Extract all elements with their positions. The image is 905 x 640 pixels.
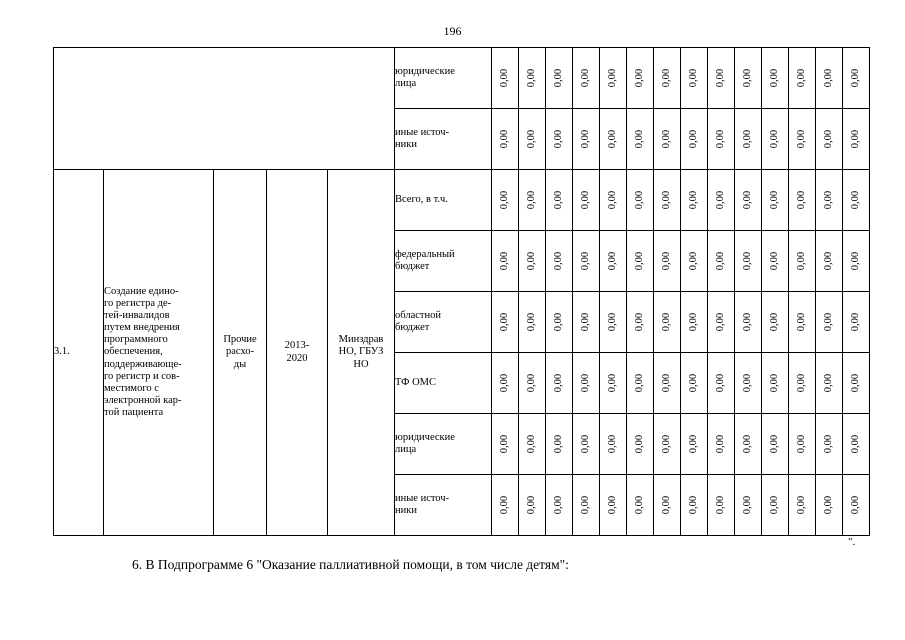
item-row-value-cell	[627, 292, 654, 353]
value-text: 0,00	[633, 190, 645, 210]
item-row-value-cell	[600, 292, 627, 353]
value-text: 0,00	[606, 434, 618, 454]
value-text: 0,00	[822, 495, 834, 515]
item-row-value-cell	[843, 170, 870, 231]
source-cell-line: лица	[395, 444, 417, 455]
source-cell	[395, 231, 492, 292]
item-row-value-cell	[492, 414, 519, 475]
value-text: 0,00	[525, 190, 537, 210]
item-row-value-cell	[816, 353, 843, 414]
source-cell-line: лица	[395, 78, 417, 89]
value-text: 0,00	[498, 495, 510, 515]
upper-row-value-cell	[816, 109, 843, 170]
item-description-line: обеспечения,	[104, 346, 163, 358]
source-cell	[395, 48, 492, 109]
upper-row-value-cell	[735, 109, 762, 170]
item-description-line: электронной кар-	[104, 394, 182, 406]
item-row-value-cell	[789, 353, 816, 414]
item-row-value-cell	[600, 414, 627, 475]
item-row-value-cell	[789, 292, 816, 353]
value-text: 0,00	[579, 312, 591, 332]
item-row-value-cell	[708, 231, 735, 292]
item-description-line: путем внедрения	[104, 322, 180, 334]
period-line: 2013-	[284, 340, 310, 352]
item-row-value-cell	[573, 231, 600, 292]
item-row-value-cell	[627, 231, 654, 292]
value-text: 0,00	[606, 190, 618, 210]
item-row-value-cell	[600, 475, 627, 536]
source-cell-line: бюджет	[395, 261, 430, 272]
item-row-value-cell	[681, 292, 708, 353]
value-text: 0,00	[525, 68, 537, 88]
item-row-value-cell	[519, 292, 546, 353]
source-cell-line: юридические	[395, 65, 455, 77]
value-text: 0,00	[579, 495, 591, 515]
upper-row-value-cell	[519, 109, 546, 170]
value-text: 0,00	[525, 495, 537, 515]
value-text: 0,00	[768, 190, 780, 210]
value-text: 0,00	[714, 373, 726, 393]
value-text: 0,00	[714, 434, 726, 454]
value-text: 0,00	[606, 68, 618, 88]
item-row-value-cell	[492, 353, 519, 414]
item-row-value-cell	[735, 475, 762, 536]
item-number: 3.1.	[54, 170, 104, 536]
item-row-value-cell	[816, 170, 843, 231]
expense-type-line: ды	[233, 358, 247, 370]
value-text: 0,00	[498, 312, 510, 332]
value-text: 0,00	[552, 434, 564, 454]
value-text: 0,00	[633, 373, 645, 393]
value-text: 0,00	[660, 312, 672, 332]
upper-row-value-cell	[600, 109, 627, 170]
item-description	[104, 170, 214, 536]
upper-row-value-cell	[654, 109, 681, 170]
item-row-value-cell	[654, 170, 681, 231]
value-text: 0,00	[579, 251, 591, 271]
executor-line: НО, ГБУЗ	[338, 346, 384, 358]
item-row-value-cell	[708, 414, 735, 475]
item-row-value-cell	[816, 475, 843, 536]
item-row-value-cell	[708, 353, 735, 414]
value-text: 0,00	[687, 68, 699, 88]
value-text: 0,00	[579, 68, 591, 88]
value-text: 0,00	[714, 312, 726, 332]
source-cell	[395, 170, 492, 231]
item-row-value-cell	[708, 292, 735, 353]
value-text: 0,00	[822, 129, 834, 149]
footer-paragraph: 6. В Подпрограмме 6 "Оказание паллиативной помощи, в том числе детям":	[132, 557, 569, 572]
value-text: 0,00	[633, 434, 645, 454]
value-text: 0,00	[795, 129, 807, 149]
source-cell-line: юридические	[395, 431, 455, 443]
value-text: 0,00	[552, 312, 564, 332]
value-text: 0,00	[498, 373, 510, 393]
upper-row-value-cell	[627, 109, 654, 170]
page-number: 196	[443, 24, 462, 38]
item-row-value-cell	[519, 353, 546, 414]
item-row-value-cell	[627, 414, 654, 475]
value-text: 0,00	[525, 312, 537, 332]
value-text: 0,00	[768, 312, 780, 332]
item-row-value-cell	[789, 231, 816, 292]
item-row-value-cell	[546, 353, 573, 414]
value-text: 0,00	[741, 434, 753, 454]
upper-row-value-cell	[816, 48, 843, 109]
item-row-value-cell	[735, 231, 762, 292]
upper-row-value-cell	[600, 48, 627, 109]
item-description-line: местимого с	[104, 382, 159, 394]
item-description-line: го регистра де-	[104, 298, 172, 310]
source-cell-line: Всего, в т.ч.	[395, 193, 448, 205]
value-text: 0,00	[552, 373, 564, 393]
value-text: 0,00	[741, 312, 753, 332]
item-row-value-cell	[816, 414, 843, 475]
value-text: 0,00	[525, 251, 537, 271]
table-row	[54, 170, 870, 231]
value-text: 0,00	[606, 495, 618, 515]
value-text: 0,00	[849, 373, 861, 393]
source-cell-line: ТФ ОМС	[395, 376, 437, 388]
funding-table	[53, 47, 870, 536]
expense-type-line: расхо-	[225, 346, 255, 358]
source-cell	[395, 414, 492, 475]
closing-quote-mark: ".	[848, 536, 856, 548]
item-row-value-cell	[654, 475, 681, 536]
value-text: 0,00	[525, 129, 537, 149]
value-text: 0,00	[579, 190, 591, 210]
value-text: 0,00	[633, 129, 645, 149]
value-text: 0,00	[633, 495, 645, 515]
value-text: 0,00	[714, 68, 726, 88]
upper-row-value-cell	[573, 48, 600, 109]
value-text: 0,00	[687, 373, 699, 393]
value-text: 0,00	[822, 312, 834, 332]
item-row-value-cell	[843, 353, 870, 414]
upper-row-value-cell	[843, 48, 870, 109]
item-row-value-cell	[492, 292, 519, 353]
item-row-value-cell	[681, 414, 708, 475]
item-row-value-cell	[573, 353, 600, 414]
value-text: 0,00	[498, 129, 510, 149]
item-description-line: поддерживающе-	[104, 358, 182, 370]
value-text: 0,00	[795, 68, 807, 88]
upper-row-value-cell	[627, 48, 654, 109]
value-text: 0,00	[795, 312, 807, 332]
value-text: 0,00	[768, 251, 780, 271]
item-row-value-cell	[492, 475, 519, 536]
item-row-value-cell	[573, 475, 600, 536]
item-row-value-cell	[492, 170, 519, 231]
value-text: 0,00	[741, 373, 753, 393]
value-text: 0,00	[741, 68, 753, 88]
value-text: 0,00	[552, 190, 564, 210]
value-text: 0,00	[687, 129, 699, 149]
value-text: 0,00	[849, 129, 861, 149]
value-text: 0,00	[552, 495, 564, 515]
value-text: 0,00	[498, 190, 510, 210]
merged-empty-cell	[54, 48, 395, 170]
upper-row-value-cell	[654, 48, 681, 109]
item-row-value-cell	[762, 475, 789, 536]
item-row-value-cell	[735, 414, 762, 475]
executor-line: Минздрав	[338, 334, 384, 346]
value-text: 0,00	[660, 251, 672, 271]
item-row-value-cell	[843, 231, 870, 292]
upper-row-value-cell	[546, 109, 573, 170]
item-row-value-cell	[735, 292, 762, 353]
upper-row-value-cell	[708, 109, 735, 170]
item-row-value-cell	[519, 475, 546, 536]
value-text: 0,00	[579, 373, 591, 393]
value-text: 0,00	[714, 129, 726, 149]
value-text: 0,00	[552, 68, 564, 88]
item-row-value-cell	[492, 231, 519, 292]
item-row-value-cell	[681, 353, 708, 414]
upper-row-value-cell	[762, 48, 789, 109]
value-text: 0,00	[498, 434, 510, 454]
value-text: 0,00	[606, 129, 618, 149]
item-row-value-cell	[681, 231, 708, 292]
upper-row-value-cell	[843, 109, 870, 170]
period	[267, 170, 328, 536]
item-row-value-cell	[600, 353, 627, 414]
value-text: 0,00	[849, 68, 861, 88]
upper-row-value-cell	[735, 48, 762, 109]
upper-row-value-cell	[492, 109, 519, 170]
value-text: 0,00	[795, 190, 807, 210]
item-row-value-cell	[573, 292, 600, 353]
item-row-value-cell	[843, 414, 870, 475]
value-text: 0,00	[768, 373, 780, 393]
upper-row-value-cell	[519, 48, 546, 109]
value-text: 0,00	[579, 434, 591, 454]
item-row-value-cell	[654, 231, 681, 292]
value-text: 0,00	[498, 68, 510, 88]
item-row-value-cell	[546, 231, 573, 292]
expense-type	[214, 170, 267, 536]
value-text: 0,00	[606, 251, 618, 271]
value-text: 0,00	[822, 251, 834, 271]
value-text: 0,00	[552, 251, 564, 271]
value-text: 0,00	[741, 129, 753, 149]
upper-row-value-cell	[789, 48, 816, 109]
source-cell-line: ники	[395, 139, 417, 150]
value-text: 0,00	[849, 190, 861, 210]
item-row-value-cell	[519, 170, 546, 231]
item-row-value-cell	[546, 170, 573, 231]
item-row-value-cell	[519, 231, 546, 292]
value-text: 0,00	[795, 373, 807, 393]
source-cell-line: иные источ-	[395, 126, 450, 138]
upper-row-value-cell	[762, 109, 789, 170]
item-row-value-cell	[843, 475, 870, 536]
item-row-value-cell	[654, 414, 681, 475]
item-description-line: той пациента	[104, 406, 164, 418]
upper-row-value-cell	[573, 109, 600, 170]
value-text: 0,00	[849, 495, 861, 515]
upper-row-value-cell	[789, 109, 816, 170]
value-text: 0,00	[849, 434, 861, 454]
value-text: 0,00	[525, 373, 537, 393]
value-text: 0,00	[795, 251, 807, 271]
value-text: 0,00	[741, 495, 753, 515]
item-row-value-cell	[600, 231, 627, 292]
value-text: 0,00	[687, 312, 699, 332]
source-cell	[395, 353, 492, 414]
value-text: 0,00	[498, 251, 510, 271]
item-row-value-cell	[789, 170, 816, 231]
item-row-value-cell	[762, 231, 789, 292]
value-text: 0,00	[633, 251, 645, 271]
item-row-value-cell	[546, 475, 573, 536]
value-text: 0,00	[849, 251, 861, 271]
upper-row-value-cell	[681, 48, 708, 109]
source-cell-line: бюджет	[395, 322, 430, 333]
value-text: 0,00	[660, 129, 672, 149]
value-text: 0,00	[660, 68, 672, 88]
item-description-line: Создание едино-	[104, 286, 179, 298]
source-cell-line: иные источ-	[395, 492, 450, 504]
item-row-value-cell	[627, 475, 654, 536]
value-text: 0,00	[714, 190, 726, 210]
item-row-value-cell	[573, 414, 600, 475]
value-text: 0,00	[741, 190, 753, 210]
value-text: 0,00	[687, 251, 699, 271]
value-text: 0,00	[714, 251, 726, 271]
value-text: 0,00	[795, 434, 807, 454]
item-row-value-cell	[789, 475, 816, 536]
source-cell	[395, 109, 492, 170]
item-row-value-cell	[546, 414, 573, 475]
item-row-value-cell	[546, 292, 573, 353]
item-row-value-cell	[654, 353, 681, 414]
upper-row-value-cell	[681, 109, 708, 170]
value-text: 0,00	[687, 434, 699, 454]
item-description-line: программного	[104, 334, 168, 346]
value-text: 0,00	[849, 312, 861, 332]
item-row-value-cell	[708, 170, 735, 231]
source-cell-line: федеральный	[395, 248, 455, 260]
value-text: 0,00	[633, 68, 645, 88]
expense-type-line: Прочие	[223, 334, 257, 346]
executor	[328, 170, 395, 536]
item-row-value-cell	[762, 414, 789, 475]
value-text: 0,00	[714, 495, 726, 515]
value-text: 0,00	[768, 434, 780, 454]
item-row-value-cell	[762, 170, 789, 231]
item-row-value-cell	[762, 353, 789, 414]
value-text: 0,00	[741, 251, 753, 271]
item-row-value-cell	[681, 475, 708, 536]
value-text: 0,00	[768, 68, 780, 88]
value-text: 0,00	[822, 68, 834, 88]
value-text: 0,00	[633, 312, 645, 332]
item-row-value-cell	[627, 170, 654, 231]
period-line: 2020	[286, 352, 308, 364]
value-text: 0,00	[660, 190, 672, 210]
value-text: 0,00	[687, 190, 699, 210]
value-text: 0,00	[768, 495, 780, 515]
executor-line: НО	[353, 358, 369, 370]
value-text: 0,00	[822, 434, 834, 454]
item-row-value-cell	[654, 292, 681, 353]
item-row-value-cell	[573, 170, 600, 231]
source-cell	[395, 475, 492, 536]
upper-row-value-cell	[492, 48, 519, 109]
value-text: 0,00	[660, 434, 672, 454]
value-text: 0,00	[552, 129, 564, 149]
item-row-value-cell	[816, 231, 843, 292]
source-cell-line: ники	[395, 505, 417, 516]
value-text: 0,00	[687, 495, 699, 515]
item-row-value-cell	[762, 292, 789, 353]
upper-row-value-cell	[708, 48, 735, 109]
item-row-value-cell	[681, 170, 708, 231]
item-row-value-cell	[735, 353, 762, 414]
item-row-value-cell	[627, 353, 654, 414]
value-text: 0,00	[660, 495, 672, 515]
item-row-value-cell	[735, 170, 762, 231]
item-description-line: тей-инвалидов	[104, 310, 170, 322]
value-text: 0,00	[822, 373, 834, 393]
item-row-value-cell	[789, 414, 816, 475]
value-text: 0,00	[606, 312, 618, 332]
value-text: 0,00	[822, 190, 834, 210]
value-text: 0,00	[525, 434, 537, 454]
upper-row-value-cell	[546, 48, 573, 109]
value-text: 0,00	[768, 129, 780, 149]
value-text: 0,00	[579, 129, 591, 149]
item-row-value-cell	[843, 292, 870, 353]
source-cell-line: областной	[395, 309, 441, 321]
item-row-value-cell	[816, 292, 843, 353]
table-row	[54, 48, 870, 109]
item-description-line: го регистр и сов-	[104, 370, 180, 382]
item-row-value-cell	[519, 414, 546, 475]
value-text: 0,00	[795, 495, 807, 515]
source-cell	[395, 292, 492, 353]
item-row-value-cell	[600, 170, 627, 231]
value-text: 0,00	[660, 373, 672, 393]
value-text: 0,00	[606, 373, 618, 393]
item-row-value-cell	[708, 475, 735, 536]
